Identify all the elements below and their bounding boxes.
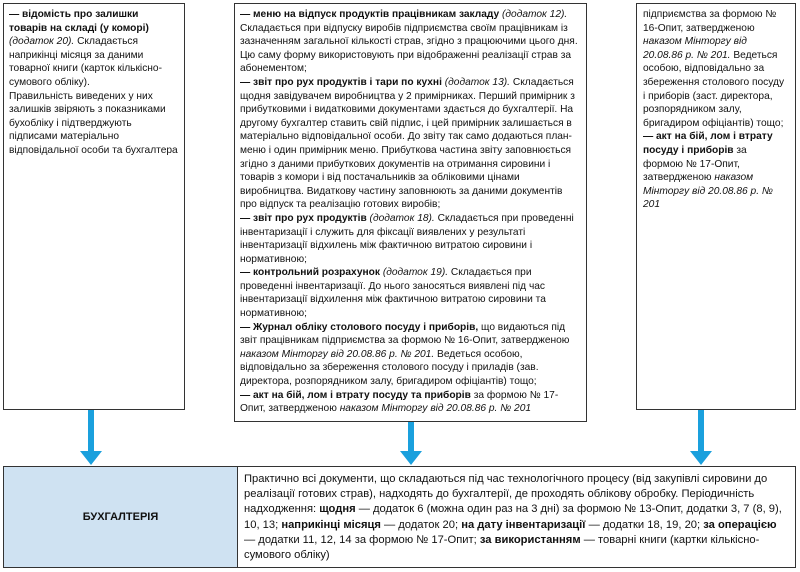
left-box-text2: Правильність виведених у них залишків звіряють з показниками бухобліку і підтверджують підписами матеріально відповідальної особи та бухгалтера xyxy=(9,90,178,156)
left-box-content xyxy=(9,8,179,90)
desc-daily-text: — додаток 6 (можна один раз на 3 дні) за формою № 13-Опит, додатки 3, 7 (8, 9), 10, 13; xyxy=(244,503,782,531)
item3-title: — звіт про рух продуктів xyxy=(240,212,367,224)
item5-order: наказом Мінторгу від 20.08.86 р. № 201. xyxy=(240,348,435,360)
desc-intro: Практично всі документи, що складаються під час технологічного процесу (від закупівлі сировини до реалізації готових страв), надходять до бухгалтерії, де проходять облікову обробку. Періодичність надходження: xyxy=(244,473,768,516)
item1-text: Складається при відпуску виробів підприємства своїм працівникам із зазначенням загальної кількості страв, згідно з працюючими цього дня. Цю саму форму використовують при відображенні реалізації страв за абонементом; xyxy=(240,22,578,75)
item4-ref: (додаток 19). xyxy=(382,267,449,279)
item5-title: — Журнал обліку столового посуду і приборів, xyxy=(240,321,479,333)
arrow-shaft xyxy=(408,422,414,452)
item2-ref: (додаток 13). xyxy=(444,76,510,88)
item4-title: — контрольний розрахунок xyxy=(240,267,380,279)
arrow-head xyxy=(690,451,712,465)
middle-item-4 xyxy=(240,266,581,320)
left-box-text1: Складається наприкінці місяця за даними товарної книги (карток кількісно-сумового обліку). xyxy=(9,36,162,88)
accounting-description xyxy=(238,467,795,567)
arrow-down-icon xyxy=(80,410,102,466)
arrow-head xyxy=(80,451,102,465)
right-box-block2 xyxy=(643,130,789,212)
arrow-shaft xyxy=(88,410,94,452)
arrow-down-icon xyxy=(400,422,422,466)
right-document-box xyxy=(636,3,796,410)
desc-inventory-text: — додатки 18, 19, 20; xyxy=(588,518,701,531)
desc-daily: щодня xyxy=(319,503,356,516)
right-order1: наказом Мінторгу від 20.08.86 р. № 201. xyxy=(643,36,747,61)
arrow-shaft xyxy=(698,410,704,452)
item3-ref: (додаток 18). xyxy=(369,212,435,224)
item2-title: — звіт про рух продуктів і тари по кухні xyxy=(240,76,442,88)
middle-item-1 xyxy=(240,8,581,76)
desc-operation-text: — додатки 11, 12, 14 за формою № 17-Опит; xyxy=(244,533,477,546)
right-item-title: — акт на бій, лом і втрату посуду і приборів xyxy=(643,131,773,156)
desc-usage-text: — товарні книги (картки кількісно-сумового обліку) xyxy=(244,533,760,562)
item6-title: — акт на бій, лом і втрату посуду та приборів xyxy=(240,389,471,401)
accounting-label: БУХГАЛТЕРІЯ xyxy=(4,467,238,567)
item1-ref: (додаток 12). xyxy=(502,9,568,20)
desc-per-operation: за операцією xyxy=(703,518,777,531)
left-document-box xyxy=(3,3,185,410)
desc-month-end-text: — додаток 20; xyxy=(383,518,459,531)
middle-item-5 xyxy=(240,321,581,389)
item6-order: наказом Мінторгу від 20.08.86 р. № 201 xyxy=(339,403,532,415)
item2-text: Складається щодня завідувачем виробництва у 2 примірниках. Перший примірник з прибутковими і видатковими документами здається до бухгалтерії. На другому бухгалтер ставить свій підпис, і цей примірник залишається в матеріально відповідальної особи. До звіту так само додаються план-меню і один примірник меню. Прибуткова частина звіту заповнюється згідно з даними прибуткових документів на отримання сировини і товарів з комори і від постачальників за обліковими цінами виробництва. Видаткову частину заповнюють за даними документів про відпуск та реалізацію готових виробів; xyxy=(240,76,575,211)
middle-document-box xyxy=(234,3,587,422)
item6-text: за формою № 17-Опит, затвердженою xyxy=(240,389,559,415)
right-order2: наказом Мінторгу від 20.08.86 р. № 201 xyxy=(643,172,773,211)
middle-item-6 xyxy=(240,389,581,416)
middle-item-3 xyxy=(240,212,581,266)
desc-inventory-date: на дату інвентаризації xyxy=(461,518,586,531)
item3-text: Складається при проведенні інвентаризації і служить для фіксації виявлених у результаті інвентаризації відхилень між фактичною витратою сировини і нормативною; xyxy=(240,212,574,265)
left-box-title: — відомість про залишки товарів на складі (у коморі) xyxy=(9,9,149,34)
middle-item-2 xyxy=(240,76,581,212)
accounting-panel xyxy=(3,466,796,568)
desc-month-end: наприкінці місяця xyxy=(281,518,381,531)
right-box-block1 xyxy=(643,8,789,130)
item5-text2: Ведеться особою, відповідально за збереження столового посуду і приладів (зав. директора, розпорядником залу, бригадиром офіціантів) тощо; xyxy=(240,348,539,388)
arrow-down-icon xyxy=(690,410,712,466)
left-box-ref: (додаток 20). xyxy=(9,36,75,48)
item5-text: що видаються під звіт працівникам підприємства за формою № 16-Опит, затвердженою xyxy=(240,321,570,347)
item4-text: Складається при проведенні інвентаризації. До нього заносяться виявлені під час інвентаризації відхилення між фактичною витратою сировини та нормативною; xyxy=(240,267,546,320)
right-text2: Ведеться особою, відповідально за збереження столового посуду і приборів (заст. директора, розпорядником залу, бригадиром офіціантів) тощо; xyxy=(643,49,785,129)
right-item-text: за формою № 17-Опит, затвердженою xyxy=(643,144,747,184)
arrow-head xyxy=(400,451,422,465)
item1-title: — меню на відпуск продуктів працівникам закладу xyxy=(240,9,500,20)
desc-by-usage: за використанням xyxy=(479,533,581,546)
right-text1: підприємства за формою № 16-Опит, затвердженою xyxy=(643,9,777,34)
